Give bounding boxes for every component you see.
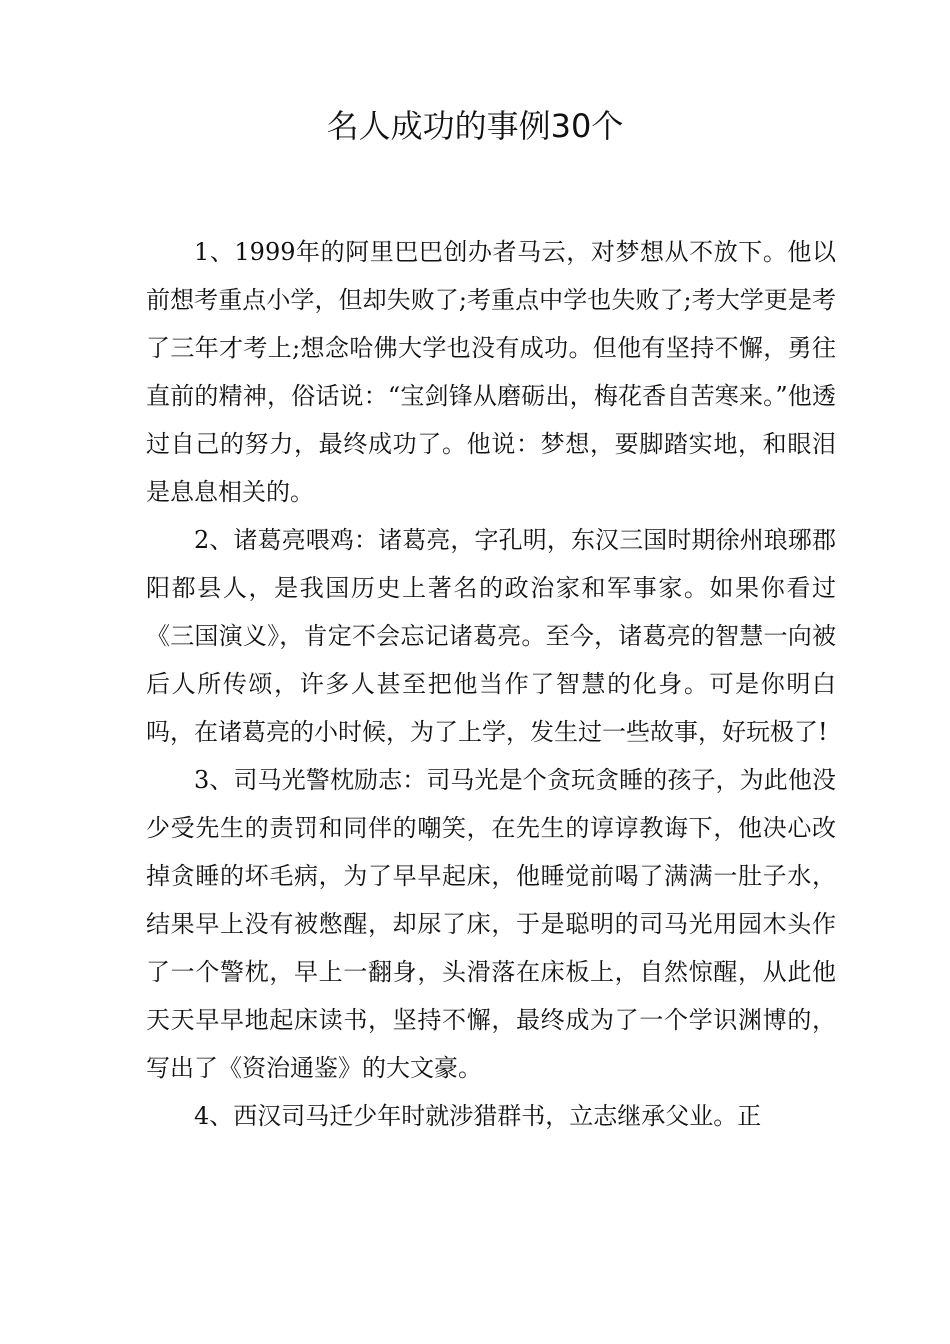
paragraph-3: 3、司马光警枕励志：司马光是个贪玩贪睡的孩子，为此他没少受先生的责罚和同伴的嘲笑，在先生的谆谆教诲下，他决心改掉贪睡的坏毛病，为了早早起床，他睡觉前喝了满满一肚子水，结果早上没有被憋醒，却尿了床，于是聪明的司马光用园木头作了一个警枕，早上一翻身，头滑落在床板上，自然惊醒，从此他天天早早地起床读书，坚持不懈，最终成为了一个学识渊博的，写出了《资治通鉴》的大文豪。 [146, 766, 836, 1082]
document-body [146, 228, 836, 1140]
document-title: 名人成功的事例30个 [326, 107, 624, 145]
paragraph-1: 1、1999年的阿里巴巴创办者马云，对梦想从不放下。他以前想考重点小学，但却失败了;考重点中学也失败了;考大学更是考了三年才考上;想念哈佛大学也没有成功。但他有坚持不懈，勇往直前的精神，俗话说：“宝剑锋从磨砺出，梅花香自苦寒来。”他透过自己的努力，最终成功了。他说：梦想，要脚踏实地，和眼泪是息息相关的。 [146, 238, 836, 506]
paragraph-2: 2、诸葛亮喂鸡：诸葛亮，字孔明，东汉三国时期徐州琅琊郡阳都县人，是我国历史上著名的政治家和军事家。如果你看过《三国演义》，肯定不会忘记诸葛亮。至今，诸葛亮的智慧一向被后人所传颂，许多人甚至把他当作了智慧的化身。可是你明白吗，在诸葛亮的小时候，为了上学，发生过一些故事，好玩极了! [146, 526, 836, 746]
paragraph-4: 4、西汉司马迁少年时就涉猎群书，立志继承父业。正 [194, 1102, 762, 1130]
